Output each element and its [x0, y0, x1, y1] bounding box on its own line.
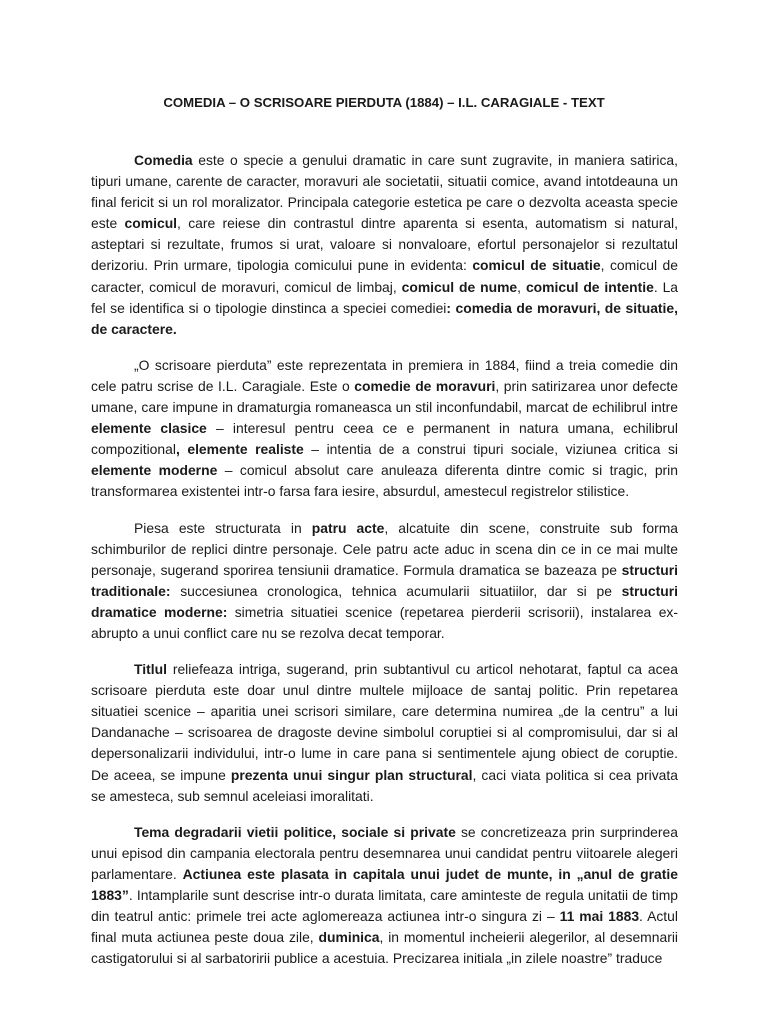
paragraph: [91, 659, 678, 807]
bold-text: comedie de moravuri: [354, 377, 496, 394]
text-run: , in momentul incheierii alegerilor, al desemnarii castigatorului si al sarbatoririi publice a acestuia. Precizarea initiala „in zilele noastre” traduce: [91, 929, 678, 967]
bold-text: comicul de nume: [401, 278, 518, 295]
text-run: succesiunea cronologica, tehnica acumularii situatiilor, dar si pe: [170, 582, 622, 599]
text-run: este o specie a genului dramatic in care sunt zugravite, in maniera satirica, tipuri umane, carente de caracter, moravuri ale societatii, situatii comice, avand intotdeauna un final fericit si un rol moralizator. Principala categorie estetica pe care o dezvolta aceasta specie este: [91, 152, 678, 232]
text-run: , comicul de caracter, comicul de moravuri, comicul de limbaj,: [91, 257, 678, 295]
text-run: – intentia de a construi tipuri sociale, viziunea critica si: [303, 441, 678, 458]
bold-text: , elemente realiste: [175, 441, 304, 458]
document-title: COMEDIA – O SCRISOARE PIERDUTA (1884) – I.L. CARAGIALE - TEXT: [163, 95, 605, 110]
bold-text: structuri traditionale:: [91, 561, 678, 599]
text-run: Piesa este structurata in: [134, 519, 312, 536]
text-run: – comicul absolut care anuleaza diferenta dintre comic si tragic, prin transformarea existentei intr-o farsa fara iesire, absurdul, amestecul registrelor stilistice.: [91, 462, 678, 500]
text-run: , care reiese din contrastul dintre aparenta si esenta, automatism si natural, asteptari si rezultate, frumos si urat, valoare si nonvaloare, efortul personajelor si rezultatul derizoriu. Prin urmare, tipologia comicului pune in evidenta:: [91, 215, 678, 274]
text-run: , prin satirizarea unor defecte umane, care impune in dramaturgia romaneasca un stil inconfundabil, marcat de echilibrul intre: [91, 377, 678, 416]
bold-text: duminica: [318, 929, 380, 946]
bold-text: comicul de intentie: [525, 278, 654, 295]
bold-text: : comedia de moravuri, de situatie, de caractere.: [91, 299, 678, 337]
document-body: [91, 150, 678, 984]
text-run: , alcatuite din scene, construite sub forma schimburilor de replici dintre personaje. Cele patru acte aduc in scena din ce in ce mai multe personaje, sugerand sporirea tensiunii dramatice. Formula dramatica se bazeaza pe: [91, 519, 679, 578]
bold-text: structuri dramatice moderne:: [91, 582, 678, 620]
bold-text: elemente clasice: [91, 420, 207, 437]
bold-text: comicul: [124, 215, 178, 232]
text-run: ,: [517, 278, 526, 295]
text-run: . Actul final muta actiunea peste doua zile,: [91, 908, 678, 946]
bold-text: Titlul: [134, 661, 167, 678]
text-run: simetria situatiei scenice (repetarea pierderii scrisorii), instalarea ex-abrupto a unui conflict care nu se rezolva decat temporar.: [91, 603, 678, 641]
text-run: reliefeaza intriga, sugerand, prin subtantivul cu articol nehotarat, faptul ca acea scrisoare pierduta este doar unul dintre multele mijloace de santaj politic. Prin repetarea situatiei scenice – aparitia unei scrisori similare, care determina numirea „de la centru” a lui Dandanache – scrisoarea de dragoste devine simbolul coruptiei si al compromisului, dar si al depersonalizarii individului, intr-o lume in care pana si sentimentele ajung obiect de coruptie. De aceea, se impune: [91, 661, 678, 783]
bold-text: Actiunea este plasata in capitala unui judet de munte, in „anul de gratie 1883”: [91, 865, 678, 903]
paragraph: [91, 822, 678, 970]
paragraph: [91, 355, 678, 503]
text-run: . Intamplarile sunt descrise intr-o durata limitata, care aminteste de regula unitatii de timp din teatrul antic: primele trei acte aglomereaza actiunea intr-o singura zi –: [91, 887, 678, 925]
bold-text: patru acte: [311, 519, 385, 536]
text-run: . La fel se identifica si o tipologie dinstinca a speciei comediei: [91, 278, 679, 316]
text-run: , caci viata politica si cea privata se amesteca, sub semnul aceleiasi imoralitati.: [91, 766, 678, 804]
bold-text: 11 mai 1883: [559, 908, 640, 925]
paragraph: [91, 150, 678, 340]
bold-text: Tema degradarii vietii politice, sociale si private: [134, 823, 456, 840]
text-run: – interesul pentru ceea ce e permanent in natura umana, echilibrul compozitional: [91, 420, 678, 458]
text-run: „O scrisoare pierduta” este reprezentata in premiera in 1884, fiind a treia comedie din cele patru scrise de I.L. Caragiale. Este o: [91, 356, 678, 394]
bold-text: prezenta unui singur plan structural: [230, 766, 473, 783]
bold-text: comicul de situatie: [472, 257, 601, 274]
bold-text: Comedia: [134, 152, 193, 168]
paragraph: [91, 518, 678, 645]
bold-text: elemente moderne: [91, 462, 218, 479]
text-run: se concretizeaza prin surprinderea unui episod din campania electorala pentru desemnarea unui candidat pentru viitoarele alegeri parlamentare.: [91, 823, 678, 882]
